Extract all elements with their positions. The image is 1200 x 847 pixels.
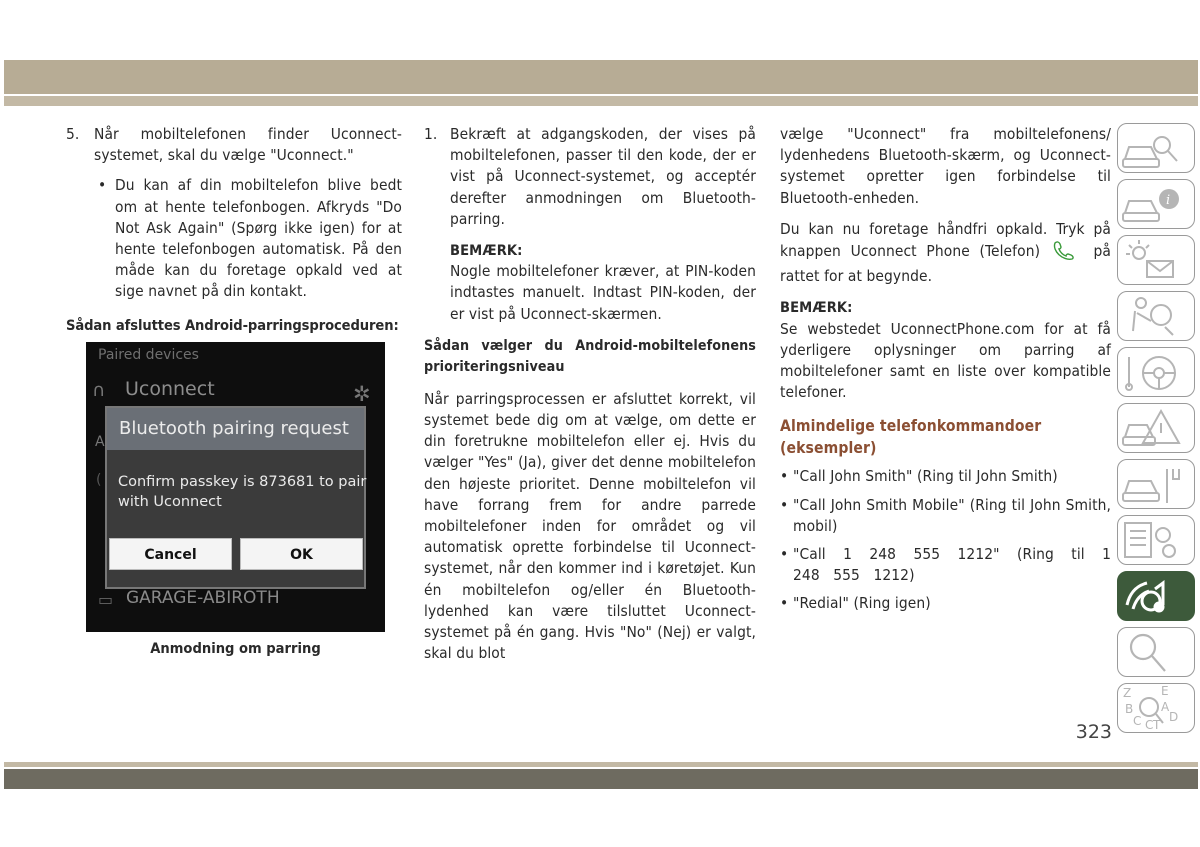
laptop-icon: ▭ [98,590,114,609]
bullet-icon: • [780,495,789,514]
list-item [780,495,1111,537]
svg-text:T: T [1153,718,1161,732]
note-block [424,240,756,325]
step-text: Når mobiltelefonen finder Uconnect-systemet, skal du vælge "Uconnect." [94,125,402,165]
side-tab-car-info[interactable] [1117,179,1197,231]
priority-paragraph: Når parringsprocessen er afsluttet korrekt, vil systemet bede dig om at vælge, om dette er din foretrukne mobiltelefon eller ej. Hvis du vælger "Yes" (Ja), giver det denne mobiltelefon den højeste prioritet. Denne mobiltelefon vil have forrang frem for andre parrede mobiltelefoner inden for området og vil automatisk oprette forbindelse til Uconnect-systemet, når den kommer ind i køretøjet. Kun én mobiltelefon og/eller én Bluetooth-lydenhed kan være tilsluttet Uconnect-systemet på én gang. Hvis "No" (Nej) er valgt, skal du blot [424,389,756,663]
dialog-message-line-1: Confirm passkey is 873681 to pair [118,474,367,490]
airbag-person-icon [1117,291,1197,343]
svg-text:E: E [1161,684,1169,698]
bullet-icon: • [780,594,789,613]
footer-rule [4,762,1198,767]
command-text: "Call John Smith Mobile" (Ring til John Smith, mobil) [793,495,1111,535]
bullet-icon: • [780,545,789,564]
command-text: "Call 1 248 555 1212" (Ring til 1 248 555 1212) [793,545,1111,585]
handsfree-paragraph [780,219,1111,288]
warning-lights-icon [1117,235,1197,287]
side-tab-settings-list[interactable] [1117,515,1197,567]
svg-text:B: B [1125,702,1134,716]
multimedia-phone-icon [1117,571,1197,623]
side-tab-warning-lights[interactable] [1117,235,1197,287]
svg-text:C: C [1145,718,1154,732]
svg-text:A: A [1161,700,1170,714]
dialog-message-line-2: with Uconnect [118,494,222,510]
svg-text:C: C [1133,714,1142,728]
side-tab-search[interactable] [1117,627,1197,679]
continued-paragraph: vælge "Uconnect" fra mobiltelefonens/ lydenhedens Bluetooth-skærm, og Uconnect-systemet opretter igen forbindelse til Bluetooth-enheden. [780,125,1111,207]
note-label: BEMÆRK: [780,299,853,317]
svg-text:i: i [1166,193,1171,208]
note-block [780,297,1111,403]
gear-icon: ✲ [353,382,371,406]
header-band [4,60,1198,94]
cancel-button[interactable]: Cancel [109,538,232,570]
list-item [780,466,1111,487]
phone-icon [1050,240,1084,266]
figure-caption: Anmodning om parring [150,640,321,657]
headphone-icon: ∩ [92,380,106,401]
section-heading: Sådan afsluttes Android-parringsproceduren: [66,316,399,334]
list-item [780,544,1111,586]
section-heading: Sådan vælger du Android-mobiltelefonens prioriteringsniveau [424,337,756,375]
car-info-icon [1117,179,1197,231]
bullet-text: Du kan af din mobiltelefon blive bedt om at hente telefonbogen. Afkryds "Do Not Ask Again" (Spørg ikke igen) for at hente telefonbogen automatisk. På den måde kan du foretage opkald ved at sige navnet på din kontakt. [115,176,402,301]
step-number: 1. [424,125,438,143]
column-2 [424,124,756,664]
column-1 [66,124,402,336]
command-text: "Redial" (Ring igen) [793,594,931,613]
side-tab-multimedia[interactable] [1117,571,1197,623]
device-uconnect: Uconnect [125,378,215,400]
header-rule [4,96,1198,106]
footer-band [4,769,1198,789]
list-item [780,593,1111,614]
handsfree-text-b: på rattet for at begynde. [780,242,1112,286]
car-hazard-icon [1117,403,1197,455]
ok-button[interactable]: OK [240,538,363,570]
command-text: "Call John Smith" (Ring til John Smith) [793,467,1058,486]
bullet-icon: • [780,467,789,486]
paired-devices-label: Paired devices [98,347,199,363]
pairing-screenshot [86,342,385,632]
side-tab-car-hazard[interactable] [1117,403,1197,455]
page-number: 323 [1075,721,1112,743]
index-alphabet-icon [1117,683,1197,735]
side-tab-car-search[interactable] [1117,123,1197,175]
note-label: BEMÆRK: [450,242,523,260]
svg-text:D: D [1169,710,1179,724]
dialog-title: Bluetooth pairing request [119,418,349,439]
column-3 [780,124,1111,615]
step-1 [424,124,756,230]
device-garage: GARAGE-ABIROTH [126,588,280,608]
car-tools-icon [1117,459,1197,511]
note-text: Nogle mobiltelefoner kræver, at PIN-koden indtastes manuelt. Indtast PIN-koden, der er vist på Uconnect-skærmen. [450,262,756,323]
handsfree-text-a: Du kan nu foretage håndfri opkald. Tryk på knappen Uconnect Phone (Telefon) [780,219,1111,261]
side-tab-steering-wheel[interactable] [1117,347,1197,399]
dialog-title-bar [107,408,364,450]
bluetooth-pairing-dialog [105,406,366,589]
search-icon [1117,627,1197,679]
side-tab-index[interactable] [1117,683,1197,735]
svg-text:Z: Z [1123,686,1132,700]
step-5 [66,124,402,166]
side-tab-car-tools[interactable] [1117,459,1197,511]
settings-list-icon [1117,515,1197,567]
note-text: Se webstedet UconnectPhone.com for at få yderligere oplysninger om parring af mobiltelefoner samt en liste over kompatible telefoner. [780,319,1111,402]
list-fragment-a: A [95,434,105,450]
car-search-icon [1117,123,1197,175]
step-text: Bekræft at adgangskoden, der vises på mobiltelefonen, passer til den kode, der er vist på Uconnect-systemet, og acceptér derefter anmodningen om Bluetooth-parring. [450,125,756,228]
commands-list [780,466,1111,614]
commands-heading: Almindelige telefonkommandoer (eksempler) [780,417,1042,458]
steering-wheel-key-icon [1117,347,1197,399]
list-fragment-b: ( [96,472,102,488]
bullet-item [66,175,402,302]
side-tab-airbag[interactable] [1117,291,1197,343]
bullet-icon: • [98,176,107,195]
step-number: 5. [66,125,80,143]
